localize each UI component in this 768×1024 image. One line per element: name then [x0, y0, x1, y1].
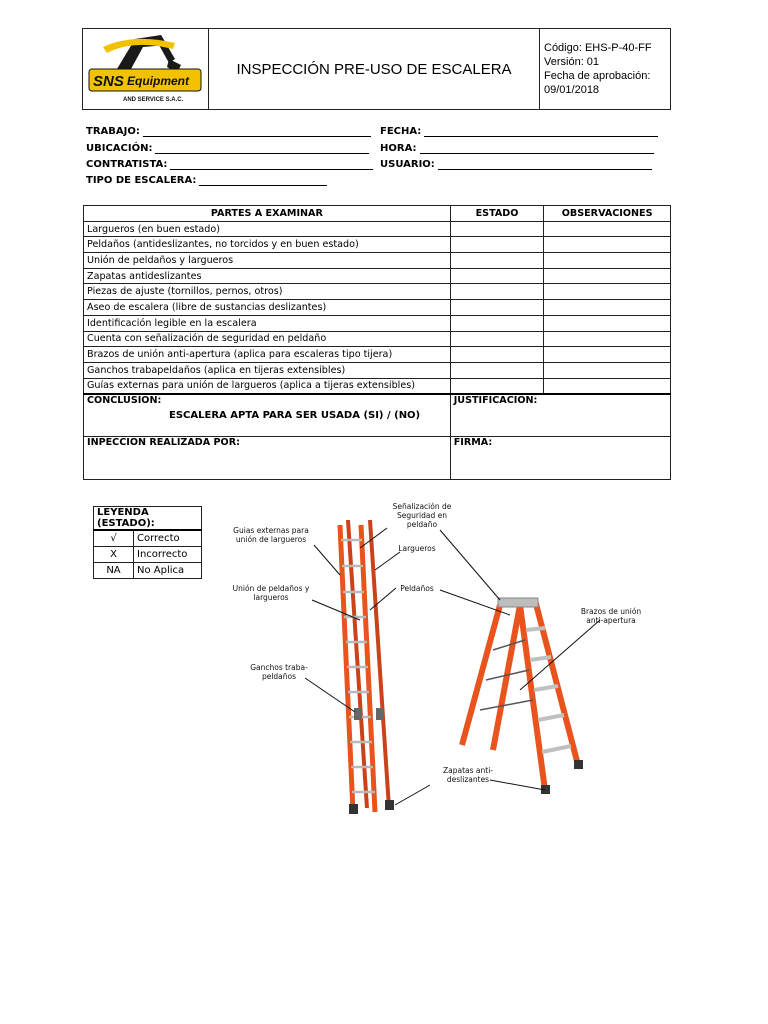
signature-row [84, 437, 671, 480]
legend-row [94, 562, 202, 578]
realizada-cell[interactable] [84, 437, 451, 480]
caption-guias: Guias externas para unión de largueros [233, 526, 309, 544]
estado-cell[interactable] [450, 284, 544, 300]
estado-cell[interactable] [450, 221, 544, 237]
observaciones-cell[interactable] [544, 284, 671, 300]
table-row [84, 315, 671, 331]
conclusion-cell[interactable] [84, 394, 451, 437]
table-row [84, 221, 671, 237]
fecha-field[interactable] [380, 126, 658, 137]
ubicacion-label: UBICACIÓN: [86, 143, 153, 154]
estado-cell[interactable] [450, 253, 544, 269]
row-part: Ganchos trabapeldaños (aplica en tijeras extensibles) [84, 362, 451, 378]
legend-label: No Aplica [134, 562, 202, 578]
observaciones-cell[interactable] [544, 315, 671, 331]
estado-cell[interactable] [450, 362, 544, 378]
excavator-logo-graphic [83, 29, 205, 108]
observaciones-cell[interactable] [544, 378, 671, 394]
form-title: INSPECCIÓN PRE-USO DE ESCALERA [209, 29, 540, 109]
table-row [84, 347, 671, 363]
table-row [84, 284, 671, 300]
document-code: Código: EHS-P-40-FF [544, 42, 652, 54]
row-part: Cuenta con señalización de seguridad en peldaño [84, 331, 451, 347]
table-row [84, 300, 671, 316]
caption-brazos: Brazos de unión anti-apertura [580, 607, 642, 625]
legend-table [93, 506, 202, 579]
table-header-row [84, 206, 671, 222]
estado-cell[interactable] [450, 237, 544, 253]
estado-cell[interactable] [450, 300, 544, 316]
step-ladder-graphic [462, 598, 583, 794]
observaciones-cell[interactable] [544, 237, 671, 253]
estado-cell[interactable] [450, 347, 544, 363]
caption-union: Unión de peldaños y largueros [232, 584, 310, 602]
caption-ganchos: Ganchos traba-peldaños [250, 663, 308, 681]
row-part: Aseo de escalera (libre de sustancias deslizantes) [84, 300, 451, 316]
caption-peldanos: Peldaños [400, 584, 434, 593]
approval-date: 09/01/2018 [544, 84, 600, 96]
svg-text:Equipment: Equipment [127, 74, 189, 88]
inspection-table [83, 205, 671, 480]
header-estado: ESTADO [450, 206, 544, 222]
caption-pointers [305, 528, 600, 805]
row-part: Unión de peldaños y largueros [84, 253, 451, 269]
observaciones-cell[interactable] [544, 268, 671, 284]
table-row [84, 237, 671, 253]
conclusion-row [84, 394, 671, 437]
caption-senalizacion: Señalización de Seguridad en peldaño [392, 502, 452, 529]
company-logo [83, 29, 209, 109]
caption-largueros: Largueros [398, 544, 436, 553]
row-part: Identificación legible en la escalera [84, 315, 451, 331]
row-part: Piezas de ajuste (tornillos, pernos, otros) [84, 284, 451, 300]
form-header [82, 28, 671, 110]
svg-text:SNS: SNS [93, 73, 124, 90]
usuario-field[interactable] [380, 159, 652, 170]
trabajo-field[interactable] [86, 126, 371, 137]
row-part: Zapatas antideslizantes [84, 268, 451, 284]
contratista-field[interactable] [86, 159, 373, 170]
observaciones-cell[interactable] [544, 331, 671, 347]
justificacion-cell[interactable] [450, 394, 670, 437]
legend-label: Incorrecto [134, 546, 202, 562]
observaciones-cell[interactable] [544, 300, 671, 316]
conclusion-label: CONCLUSION: [87, 394, 162, 406]
observaciones-cell[interactable] [544, 347, 671, 363]
svg-text:AND SERVICE S.A.C.: AND SERVICE S.A.C. [123, 97, 184, 103]
conclusion-text: ESCALERA APTA PARA SER USADA (SI) / (NO) [169, 409, 421, 421]
usuario-label: USUARIO: [380, 159, 435, 170]
legend-label: Correcto [134, 530, 202, 546]
extension-ladder-graphic [340, 520, 394, 814]
legend-title: LEYENDA (ESTADO): [94, 507, 202, 531]
document-metadata [540, 29, 670, 109]
caption-zapatas: Zapatas anti-deslizantes [443, 766, 493, 784]
table-row [84, 253, 671, 269]
contratista-label: CONTRATISTA: [86, 159, 168, 170]
table-row [84, 331, 671, 347]
table-row [84, 362, 671, 378]
document-version: Versión: 01 [544, 56, 600, 68]
trabajo-label: TRABAJO: [86, 126, 140, 137]
legend-row [94, 546, 202, 562]
approval-date-label: Fecha de aprobación: [544, 70, 651, 82]
fecha-label: FECHA: [380, 126, 422, 137]
legend-row [94, 530, 202, 546]
row-part: Guías externas para unión de largueros (aplica a tijeras extensibles) [84, 378, 451, 394]
observaciones-cell[interactable] [544, 221, 671, 237]
tipo-escalera-label: TIPO DE ESCALERA: [86, 175, 197, 186]
estado-cell[interactable] [450, 331, 544, 347]
row-part: Brazos de unión anti-apertura (aplica para escaleras tipo tijera) [84, 347, 451, 363]
row-part: Largueros (en buen estado) [84, 221, 451, 237]
observaciones-cell[interactable] [544, 362, 671, 378]
hora-field[interactable] [380, 143, 654, 154]
observaciones-cell[interactable] [544, 253, 671, 269]
row-part: Peldaños (antideslizantes, no torcidos y en buen estado) [84, 237, 451, 253]
estado-cell[interactable] [450, 315, 544, 331]
estado-cell[interactable] [450, 378, 544, 394]
estado-cell[interactable] [450, 268, 544, 284]
tipo-escalera-field[interactable] [86, 175, 327, 186]
justificacion-label: JUSTIFICACION: [453, 394, 538, 406]
ubicacion-field[interactable] [86, 143, 369, 154]
firma-cell[interactable] [450, 437, 670, 480]
legend-symbol: √ [94, 530, 134, 546]
realizada-label: INPECCION REALIZADA POR: [87, 437, 240, 449]
table-row [84, 378, 671, 394]
header-observaciones: OBSERVACIONES [544, 206, 671, 222]
hora-label: HORA: [380, 143, 417, 154]
legend-symbol: X [94, 546, 134, 562]
legend-symbol: NA [94, 562, 134, 578]
firma-label: FIRMA: [453, 437, 493, 449]
header-partes: PARTES A EXAMINAR [84, 206, 451, 222]
table-row [84, 268, 671, 284]
